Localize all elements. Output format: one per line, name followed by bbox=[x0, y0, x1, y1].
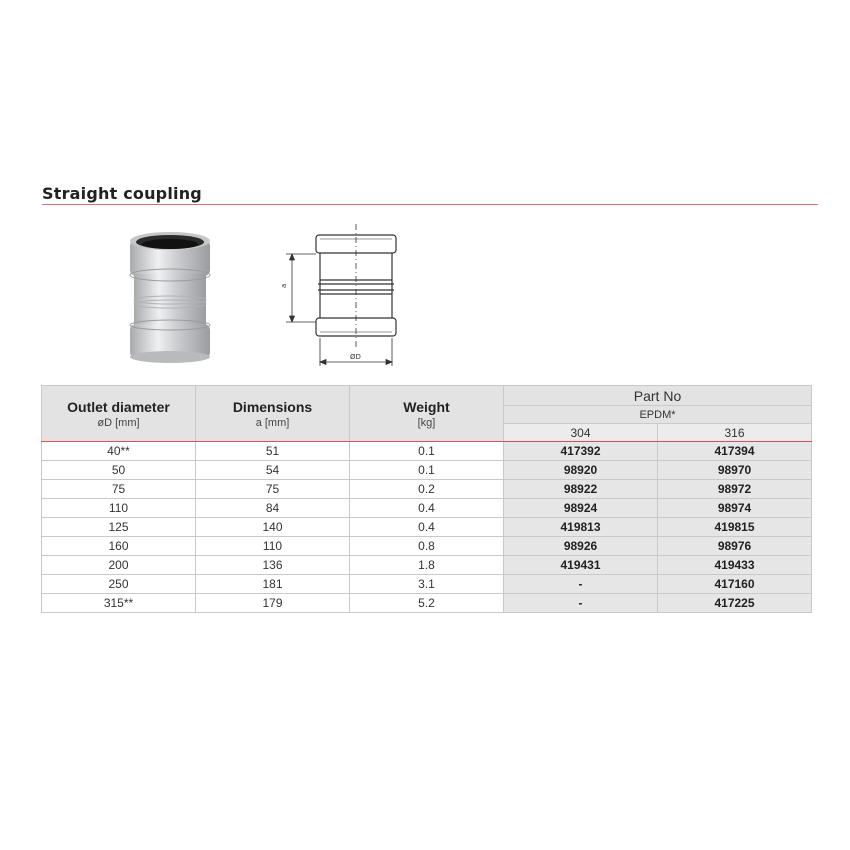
spec-table bbox=[41, 385, 812, 613]
outlet-diameter-cell: 110 bbox=[42, 499, 196, 518]
header-outlet-diameter: Outlet diameter øD [mm] bbox=[42, 386, 196, 442]
weight-cell: 0.1 bbox=[350, 461, 504, 480]
table-row bbox=[42, 499, 812, 518]
weight-cell: 3.1 bbox=[350, 575, 504, 594]
outlet-diameter-cell: 125 bbox=[42, 518, 196, 537]
outlet-diameter-cell: 75 bbox=[42, 480, 196, 499]
outlet-diameter-cell: 315** bbox=[42, 594, 196, 613]
part-no-304-cell: 417392 bbox=[504, 442, 658, 461]
weight-cell: 0.4 bbox=[350, 499, 504, 518]
dimension-cell: 110 bbox=[196, 537, 350, 556]
weight-cell: 0.8 bbox=[350, 537, 504, 556]
outlet-diameter-cell: 160 bbox=[42, 537, 196, 556]
header-grade-316: 316 bbox=[658, 424, 812, 442]
weight-cell: 5.2 bbox=[350, 594, 504, 613]
outlet-diameter-cell: 50 bbox=[42, 461, 196, 480]
dimension-cell: 179 bbox=[196, 594, 350, 613]
part-no-316-cell: 417160 bbox=[658, 575, 812, 594]
header-dimensions: Dimensions a [mm] bbox=[196, 386, 350, 442]
dimension-cell: 75 bbox=[196, 480, 350, 499]
part-no-304-cell: 98920 bbox=[504, 461, 658, 480]
dimension-cell: 181 bbox=[196, 575, 350, 594]
title-divider bbox=[42, 204, 818, 205]
table-row bbox=[42, 537, 812, 556]
dim-a-label: a bbox=[280, 283, 288, 288]
weight-cell: 0.2 bbox=[350, 480, 504, 499]
table-row bbox=[42, 442, 812, 461]
dimension-cell: 140 bbox=[196, 518, 350, 537]
part-no-316-cell: 98974 bbox=[658, 499, 812, 518]
part-no-304-cell: 98926 bbox=[504, 537, 658, 556]
table-row bbox=[42, 480, 812, 499]
part-no-316-cell: 417394 bbox=[658, 442, 812, 461]
coupling-drawing bbox=[270, 218, 400, 368]
table-row bbox=[42, 518, 812, 537]
part-no-316-cell: 98972 bbox=[658, 480, 812, 499]
coupling-photo bbox=[120, 228, 220, 368]
table-row bbox=[42, 575, 812, 594]
header-part-no: Part No bbox=[504, 386, 812, 406]
table-row bbox=[42, 556, 812, 575]
dimension-cell: 54 bbox=[196, 461, 350, 480]
part-no-316-cell: 419815 bbox=[658, 518, 812, 537]
section-title: Straight coupling bbox=[42, 184, 202, 203]
part-no-304-cell: - bbox=[504, 594, 658, 613]
weight-cell: 0.1 bbox=[350, 442, 504, 461]
header-weight: Weight [kg] bbox=[350, 386, 504, 442]
part-no-304-cell: 419813 bbox=[504, 518, 658, 537]
part-no-316-cell: 98970 bbox=[658, 461, 812, 480]
dimension-cell: 84 bbox=[196, 499, 350, 518]
dimension-cell: 51 bbox=[196, 442, 350, 461]
part-no-304-cell: 98922 bbox=[504, 480, 658, 499]
part-no-316-cell: 419433 bbox=[658, 556, 812, 575]
dimension-cell: 136 bbox=[196, 556, 350, 575]
outlet-diameter-cell: 250 bbox=[42, 575, 196, 594]
part-no-316-cell: 417225 bbox=[658, 594, 812, 613]
table-row bbox=[42, 594, 812, 613]
part-no-304-cell: - bbox=[504, 575, 658, 594]
dim-d-label: ØD bbox=[350, 353, 361, 361]
header-grade-304: 304 bbox=[504, 424, 658, 442]
header-gasket: EPDM* bbox=[504, 406, 812, 424]
outlet-diameter-cell: 40** bbox=[42, 442, 196, 461]
part-no-316-cell: 98976 bbox=[658, 537, 812, 556]
part-no-304-cell: 98924 bbox=[504, 499, 658, 518]
table-row bbox=[42, 461, 812, 480]
outlet-diameter-cell: 200 bbox=[42, 556, 196, 575]
weight-cell: 1.8 bbox=[350, 556, 504, 575]
weight-cell: 0.4 bbox=[350, 518, 504, 537]
part-no-304-cell: 419431 bbox=[504, 556, 658, 575]
